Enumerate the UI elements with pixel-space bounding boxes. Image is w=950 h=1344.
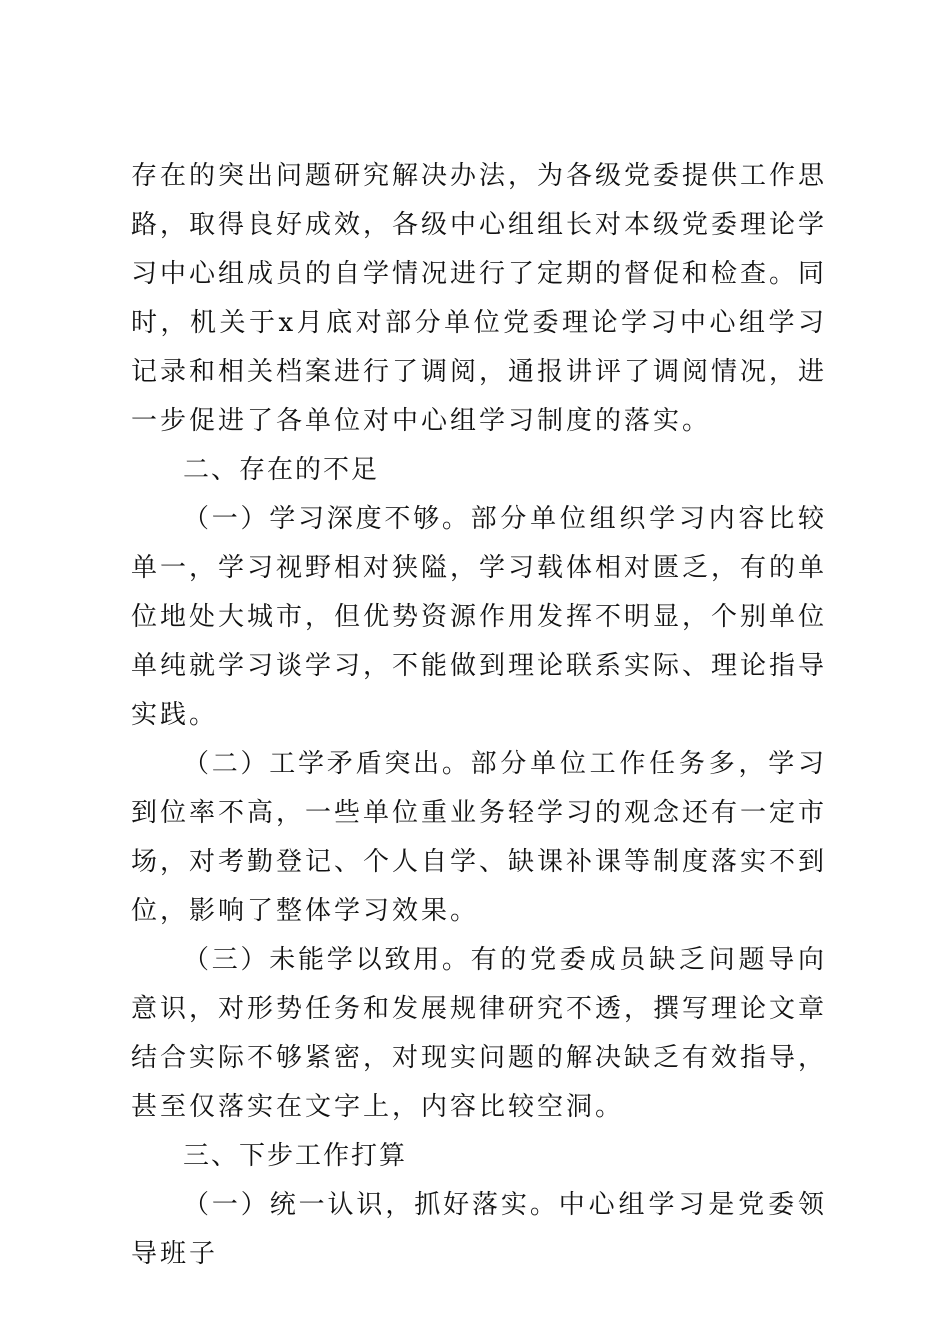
plan-1-body: 中心组学习是党委领导班子 (131, 1190, 827, 1269)
shortcoming-3-lead: （三）未能学以致用。 (183, 945, 471, 975)
shortcoming-2-body: 部分单位工作任务多，学习到位率不高，一些单位重业务轻学习的观念还有一定市场，对考勤登记、个人自学、缺课补课等制度落实不到位，影响了整体学习效果。 (131, 749, 828, 926)
section-heading-2: 二、存在的不足 (183, 455, 380, 485)
paragraph-shortcoming-1 (131, 495, 827, 740)
paragraph-plan-1 (131, 1181, 827, 1279)
shortcoming-2-lead: （二）工学矛盾突出。 (183, 749, 471, 779)
document-body (131, 152, 827, 1279)
paragraph-intro: 存在的突出问题研究解决办法，为各级党委提供工作思路，取得良好成效，各级中心组组长对本级党委理论学习中心组成员的自学情况进行了定期的督促和检查。同时，机关于x月底对部分单位党委理论学习中心组学习记录和相关档案进行了调阅，通报讲评了调阅情况，进一步促进了各单位对中心组学习制度的落实。 (131, 161, 828, 436)
paragraph-shortcoming-2 (131, 740, 827, 936)
shortcoming-3-body: 有的党委成员缺乏问题导向意识，对形势任务和发展规律研究不透，撰写理论文章结合实际不够紧密，对现实问题的解决缺乏有效指导，甚至仅落实在文字上，内容比较空洞。 (131, 945, 828, 1122)
plan-1-lead: （一）统一认识，抓好落实。 (183, 1190, 559, 1220)
section-heading-3: 三、下步工作打算 (183, 1141, 408, 1171)
shortcoming-1-body: 部分单位组织学习内容比较单一，学习视野相对狭隘，学习载体相对匮乏，有的单位地处大城市，但优势资源作用发挥不明显，个别单位单纯就学习谈学习，不能做到理论联系实际、理论指导实践。 (131, 504, 828, 730)
paragraph-shortcoming-3 (131, 936, 827, 1132)
shortcoming-1-lead: （一）学习深度不够。 (183, 504, 471, 534)
